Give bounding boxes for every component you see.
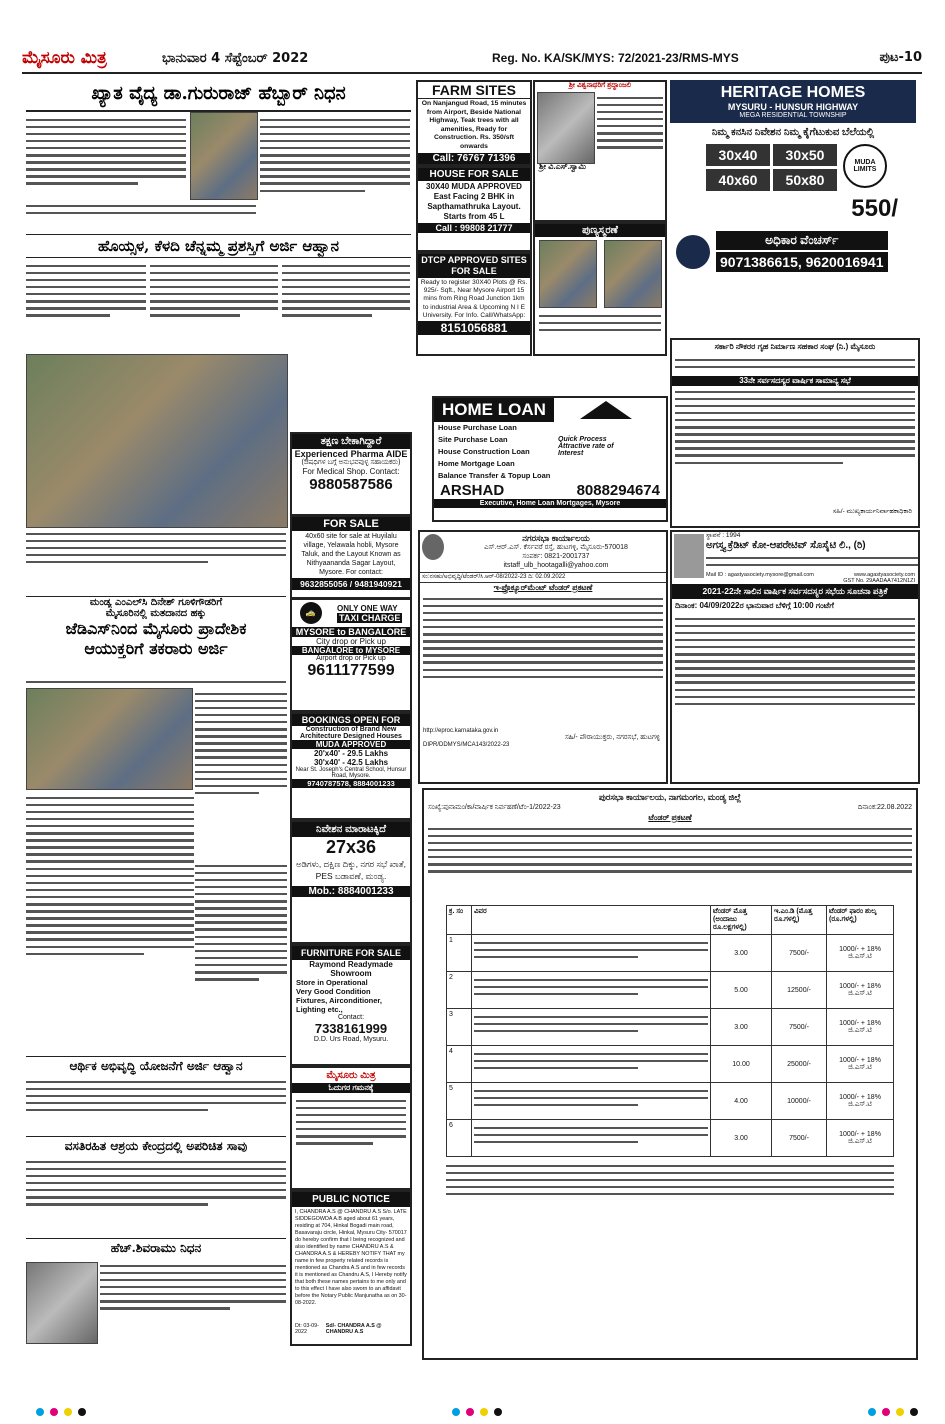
loan-agent-name: ARSHAD <box>440 482 505 499</box>
article-event-caption <box>26 528 286 588</box>
hutagalli-addr: ಎಸ್.ಆರ್.ಎಸ್. ಕೆರ್ಸವರೆ ರಸ್ತೆ, ಹುಟಗಳ್ಳಿ, ಮೈಸೂರು-570018 <box>484 544 628 551</box>
ad-house-title: HOUSE FOR SALE <box>418 168 530 181</box>
tender-row-amount: 3.00 <box>711 1120 772 1157</box>
photo-punya-1 <box>539 240 597 308</box>
ad-punya-title: ಪುಣ್ಯಸ್ಮರಣೆ <box>535 224 665 237</box>
naga-col-sl: ಕ್ರ. ಸಂ <box>447 906 472 935</box>
size-30x50: 30x50 <box>773 144 837 166</box>
page-number: ಪುಟ-10 <box>879 50 922 65</box>
ad-furniture-phone: 7338161999 <box>314 1021 388 1036</box>
table-row <box>447 1083 894 1120</box>
agastya-logo-icon <box>674 534 704 578</box>
tender-row-emd: 7500/- <box>772 1009 827 1046</box>
hutagalli-url: http://eproc.karnataka.gov.in <box>423 728 499 734</box>
ad-notice-title: PUBLIC NOTICE <box>292 1192 410 1207</box>
notice-housing-society <box>670 338 920 528</box>
tender-row-number: 4 <box>447 1046 472 1083</box>
article-award-col3 <box>282 260 410 350</box>
notice-agastya-society <box>670 530 920 784</box>
article-jds-col1 <box>195 688 287 858</box>
article-economic <box>26 1076 286 1134</box>
naga-col-amount: ಟೆಂಡರ್ ಮೊತ್ತ (ಅಂದಾಜು ರೂ.ಲಕ್ಷಗಳಲ್ಲಿ) <box>711 906 772 935</box>
ad-taxi-t2: TAXI CHARGE <box>338 612 401 623</box>
agastya-title: ಅಗಸ್ತ್ಯ ಕ್ರೆಡಿಟ್ ಕೋ-ಆಪರೇಟಿವ್ ಸೊಸೈಟಿ ಲಿ., (ರಿ) <box>706 540 866 551</box>
ad-taxi-phone: 9611177599 <box>307 662 395 679</box>
tender-row-amount: 10.00 <box>711 1046 772 1083</box>
ad-heritage-muda: MUDA LIMITS <box>843 144 887 188</box>
tender-row-number: 3 <box>447 1009 472 1046</box>
hutagalli-ref: ಸಂ:ನಸಹು/ಅಭಿವೃದ್ಧಿ/ಟೆಂಡರ್/ಸಿ.ಆರ್-08/2022-23 ದಿ: 02.09.2022 <box>420 572 666 583</box>
registration-dot-yellow <box>896 1408 904 1416</box>
registration-dot-black <box>78 1408 86 1416</box>
ad-forsale-title: FOR SALE <box>292 517 410 531</box>
ad-dtcp-call: 8151056881 <box>418 321 530 335</box>
ad-pharma-aide <box>290 432 412 516</box>
article-hebbar-col4 <box>26 200 256 230</box>
ad-furniture-addr: D.D. Urs Road, Mysuru. <box>313 1036 389 1043</box>
tender-row-description <box>472 935 711 972</box>
tender-row-fee: 1000/- + 18% ಜಿ.ಎಸ್.ಟಿ <box>827 1009 894 1046</box>
ad-dtcp-body: Ready to register 30X40 Plots @ Rs. 925/- Sqft., Near Mysore Airport 15 mins from Ring Road Junction 1km to industrial Area & Upcoming N I E University. For Info. Call/WhatsApp: <box>420 279 528 319</box>
tender-row-number: 1 <box>447 935 472 972</box>
ad-house-for-sale <box>416 166 532 252</box>
agastya-heading: 2021-22ನೇ ಸಾಲಿನ ವಾರ್ಷಿಕ ಸರ್ವಸದಸ್ಯರ ಸಭೆಯ ಸೂಚನಾ ಪತ್ರಿಕೆ <box>672 584 918 599</box>
article-jds-col2 <box>26 792 194 1052</box>
loan-item-2: Site Purchase Loan <box>438 435 508 444</box>
ad-bookings-muda: MUDA APPROVED <box>292 740 410 749</box>
ad-public-notice <box>290 1190 412 1346</box>
naga-col-fee: ಟೆಂಡರ್ ಫಾರಂ ಶುಲ್ಕ (ರೂ.ಗಳಲ್ಲಿ) <box>827 906 894 935</box>
ad-bookings <box>290 712 412 820</box>
ad-furniture-contact: Contact: <box>337 1014 365 1021</box>
print-registration-right <box>868 1408 918 1416</box>
ad-heritage-kn: ನಿಮ್ಮ ಕನಸಿನ ನಿವೇಶನ ನಿಮ್ಮ ಕೈಗೆಟುಕುವ ಬೆಲೆಯಲ್ಲಿ <box>711 127 875 138</box>
article-shivaramu <box>100 1260 286 1344</box>
registration-number: Reg. No. KA/SK/MYS: 72/2021-23/RMS-MYS <box>492 51 739 65</box>
ad-heritage-phone: 9071386615, 9620016941 <box>716 252 888 272</box>
ad-farm-title: FARM SITES <box>418 82 530 99</box>
loan-footer: Executive, Home Loan Mortgages, Mysore <box>434 499 666 508</box>
tender-row-emd: 7500/- <box>772 1120 827 1157</box>
naga-date: ದಿನಾಂಕ:22.08.2022 <box>857 804 912 811</box>
ad-dtcp-title: DTCP APPROVED SITES FOR SALE <box>418 254 530 278</box>
ad-bookings-phone: 9740787578, 8884001233 <box>292 779 410 788</box>
loan-item-5: Balance Transfer & Topup Loan <box>438 471 551 480</box>
naga-heading: ಟೆಂಡರ್ ಪ್ರಕಟಣೆ <box>648 813 692 822</box>
table-row <box>447 972 894 1009</box>
ad-site-phone: Mob.: 8884001233 <box>292 886 410 897</box>
ad-heritage-sub2: MEGA RESIDENTIAL TOWNSHIP <box>739 112 847 119</box>
ad-pharma-body: Experienced Pharma AIDE <box>294 449 408 459</box>
agastya-email: Mail ID : agastyasociety.mysore@gmail.com <box>706 572 814 578</box>
ad-taxi-t5: BANGALORE to MYSORE <box>292 646 410 655</box>
tender-row-description <box>472 1046 711 1083</box>
headline-jds-c: ಜೆಡಿಎಸ್‌ನಿಂದ ಮೈಸೂರು ಪ್ರಾದೇಶಿಕ <box>65 619 247 638</box>
registration-dot-cyan <box>36 1408 44 1416</box>
tender-row-amount: 5.00 <box>711 972 772 1009</box>
table-row <box>447 935 894 972</box>
ad-bookings-p2: 30'x40' - 42.5 Lakhs <box>313 758 389 767</box>
loan-item-4: Home Mortgage Loan <box>438 459 515 468</box>
photo-jds <box>26 688 193 790</box>
registration-dot-magenta <box>50 1408 58 1416</box>
ad-furniture-i2: Very Good Condition <box>296 987 371 996</box>
ad-forsale-phone: 9632855056 / 9481940921 <box>292 578 410 590</box>
registration-dot-cyan <box>868 1408 876 1416</box>
karnataka-emblem-icon <box>422 534 444 560</box>
tender-row-fee: 1000/- + 18% ಜಿ.ಎಸ್.ಟಿ <box>827 935 894 972</box>
headline-box-3 <box>26 596 286 657</box>
tender-row-number: 5 <box>447 1083 472 1120</box>
hutagalli-phone: ಸಂಪರ್ಕ: 0821-2001737 <box>522 553 590 560</box>
naga-col-desc: ವಿವರ <box>472 906 711 935</box>
ad-site-body: ಅಡಿಗಳು, ದಕ್ಷಿಣ ದಿಕ್ಕು, ನಗರ ಸಭೆ ಖಾತೆ, PES ಬಡಾವಣೆ, ಮಂಡ್ಯ. <box>296 859 406 881</box>
hutagalli-heading: ಇ-ಪ್ರೊಕ್ಯೂರ್‌ಮೆಂಟ್ ಟೆಂಡರ್ ಪ್ರಕಟಣೆ <box>493 583 593 592</box>
ad-bookings-p1: 20'x40' - 29.5 Lakhs <box>313 749 389 758</box>
ad-pharma-kn: (ಔಷಧಿಗಳ ಬಗ್ಗೆ ಅನುಭವವುಳ್ಳ ಸಹಾಯಕರು) <box>301 459 401 466</box>
tender-row-emd: 7500/- <box>772 935 827 972</box>
ad-pharma-line: For Medical Shop. Contact: <box>302 467 400 476</box>
ad-heritage-homes <box>670 80 916 328</box>
notice-nagamangala-tender <box>422 788 918 1360</box>
notice-hutagalli-tender <box>418 530 668 784</box>
headline-hebbar: ಖ್ಯಾತ ವೈದ್ಯ ಡಾ.ಗುರುರಾಜ್ ಹೆಬ್ಬಾರ್ ನಿಧನ <box>91 83 346 104</box>
ad-site-title: ನಿವೇಶನ ಮಾರಾಟಕ್ಕಿದೆ <box>292 822 410 837</box>
taxi-icon: 🚕 <box>300 602 322 624</box>
print-registration-center <box>452 1408 502 1416</box>
photo-hebbar <box>190 112 258 200</box>
ad-mitra-title: ಮೈಸೂರು ಮಿತ್ರ <box>326 1070 376 1081</box>
headline-shelter: ವಸತಿರಹಿತ ಆಶ್ರಯ ಕೇಂದ್ರದಲ್ಲಿ ಅಪರಿಚಿತ ಸಾವು <box>64 1139 248 1153</box>
table-row <box>447 1120 894 1157</box>
issue-date: ಭಾನುವಾರ 4 ಸೆಪ್ಟೆಂಬರ್ 2022 <box>162 51 309 66</box>
agastya-date: ದಿನಾಂಕ: 04/09/2022ರ ಭಾನುವಾರ ಬೆಳಿಗ್ಗೆ 10:00 ಗಂಟೆಗೆ <box>675 601 834 610</box>
ad-notice-body: I, CHANDRA A.S @ CHANDRU A.S S/o. LATE SIDDEGOWDA A.B aged about 61 years, residing at 704, Hinkal Bogadi main road, Basavaraju circle, Hinkal, Mysuru City- 570017 do hereby confirm that I being recognized and also identified by name CHANDRU A.S & CHANDRA A.S & HEREBY NOTIFY THAT my name in few property related records is mentioned as Chandra A.S and in few records it is mentioned as Chandru A.S, I Hereby notify that both these names pertains to me only and to this effect I have also sworn to an affidavit before the Notary Public Manjunatha as on 30-08-2022. <box>295 1209 407 1306</box>
registration-dot-yellow <box>480 1408 488 1416</box>
headline-box-2 <box>26 234 411 258</box>
ad-heritage-price: 550/ <box>851 195 898 222</box>
page-header <box>22 46 922 74</box>
tender-row-fee: 1000/- + 18% ಜಿ.ಎಸ್.ಟಿ <box>827 972 894 1009</box>
adhikara-logo-icon <box>676 235 710 269</box>
tender-row-description <box>472 1083 711 1120</box>
ad-home-loan <box>432 396 668 522</box>
table-row <box>447 1009 894 1046</box>
loan-quick: Quick Process <box>558 436 607 443</box>
ad-taxi-t3: MYSORE to BANGALORE <box>292 627 410 637</box>
ad-bookings-title: BOOKINGS OPEN FOR <box>292 714 410 726</box>
tender-row-fee: 1000/- + 18% ಜಿ.ಎಸ್.ಟಿ <box>827 1046 894 1083</box>
tender-row-emd: 25000/- <box>772 1046 827 1083</box>
article-jds-col3 <box>195 860 287 1050</box>
ad-furniture-i3: Fixtures, Airconditioner, Lighting etc., <box>296 996 382 1014</box>
headline-box-5 <box>26 1136 286 1155</box>
size-40x60: 40x60 <box>706 169 770 191</box>
ad-pharma-phone: 9880587586 <box>309 476 393 493</box>
society-sign: ಸಹಿ/- ಮುಖ್ಯಕಾರ್ಯನಿರ್ವಾಹಕಾಧಿಕಾರಿ <box>832 508 912 515</box>
tender-row-emd: 12500/- <box>772 972 827 1009</box>
tender-row-amount: 4.00 <box>711 1083 772 1120</box>
ad-heritage-sub: MYSURU - HUNSUR HIGHWAY <box>727 102 859 112</box>
photo-event-group <box>26 354 288 528</box>
ad-taxi-t6: Airport drop or Pick up <box>316 655 386 662</box>
ad-furniture-i1: Store in Operational <box>296 978 368 987</box>
ad-house-body: 30X40 MUDA APPROVED East Facing 2 BHK in Sapthamathruka Layout. Starts from 45 L <box>426 182 522 221</box>
hutagalli-sign: ಸಹಿ/- ಪೌರಾಯುಕ್ತರು, ನಗರಸಭೆ, ಹುಟಗಳ್ಳಿ <box>564 734 660 741</box>
registration-dot-black <box>910 1408 918 1416</box>
agastya-web: www.agastyasociety.com <box>853 572 915 578</box>
ad-dtcp-sites <box>416 252 532 356</box>
ad-bookings-sub: Construction of Brand New Architecture Designed Houses <box>300 726 402 740</box>
naga-col-emd: ಇ.ಎಂ.ಡಿ (ಮೊತ್ತ ರೂ.ಗಳಲ್ಲಿ) <box>772 906 827 935</box>
photo-shivaramu <box>26 1262 98 1344</box>
ad-site-size: 27x36 <box>325 837 377 857</box>
hutagalli-footer: DIPR/DDMYS/MCA143/2022-23 <box>423 742 510 748</box>
article-award-col2 <box>150 260 278 350</box>
society-heading: 33ನೇ ಸರ್ವಸದಸ್ಯರ ವಾರ್ಷಿಕ ಸಾಮಾನ್ಯ ಸಭೆ <box>672 376 918 386</box>
tender-row-amount: 3.00 <box>711 1009 772 1046</box>
hutagalli-title: ನಗರಸಭಾ ಕಾರ್ಯಾಲಯ <box>522 533 590 543</box>
ad-furniture <box>290 944 412 1066</box>
tender-row-description <box>472 1120 711 1157</box>
tender-row-fee: 1000/- + 18% ಜಿ.ಎಸ್.ಟಿ <box>827 1083 894 1120</box>
ad-taxi <box>290 598 412 712</box>
table-row <box>447 1046 894 1083</box>
masthead: ಮೈಸೂರು ಮಿತ್ರ <box>22 48 107 68</box>
article-award-col1 <box>26 260 146 350</box>
hutagalli-email: itstaff_ulb_hootagalli@yahoo.com <box>503 562 609 569</box>
ad-taxi-t4: City drop or Pick up <box>316 637 386 646</box>
ad-furniture-shop: Raymond Readymade Showroom <box>309 960 393 978</box>
photo-shraddha <box>537 92 595 164</box>
loan-rate: Attractive rate of Interest <box>558 443 614 457</box>
tender-row-description <box>472 1009 711 1046</box>
ad-heritage-title: HERITAGE HOMES <box>720 84 866 101</box>
ad-mitra-sub: ಓದುಗರ ಗಮನಕ್ಕೆ <box>292 1083 410 1093</box>
ad-shraddha-name: ಶ್ರೀ ವಿ.ಎಸ್.ಸ್ವಾಮಿ <box>539 162 586 171</box>
ad-mitra-notice <box>290 1066 412 1190</box>
ad-for-sale-site <box>290 515 412 599</box>
ad-shraddha-title: ಶ್ರೀ ವಿಶ್ವನಾಥರಿಗೆ ಶ್ರದ್ಧಾಂಜಲಿ <box>568 82 632 89</box>
size-30x40: 30x40 <box>706 144 770 166</box>
headline-shivaramu: ಹೆಚ್.ಶಿವರಾಮು ನಿಧನ <box>110 1241 202 1255</box>
tender-row-fee: 1000/- + 18% ಜಿ.ಎಸ್.ಟಿ <box>827 1120 894 1157</box>
registration-dot-magenta <box>466 1408 474 1416</box>
registration-dot-cyan <box>452 1408 460 1416</box>
ad-farm-body: On Nanjangud Road, 15 minutes from Airport, Beside National Highway, Teak trees with all amenities, Ready for Construction. Rs. 350/sft onwards <box>421 100 527 150</box>
photo-punya-2 <box>604 240 662 308</box>
ad-furniture-title: FURNITURE FOR SALE <box>292 946 410 960</box>
tender-row-emd: 10000/- <box>772 1083 827 1120</box>
article-shelter <box>26 1156 286 1236</box>
loan-item-3: House Construction Loan <box>438 447 530 456</box>
ad-forsale-body: 40x60 site for sale at Huyilalu village, Yelawala hobli, Mysore Taluk, and the Layout Known as Nithyaananda Sagar Layout, Mysore. For contact: <box>301 533 401 576</box>
print-registration-left <box>36 1408 86 1416</box>
ad-house-call: Call : 99808 21777 <box>418 223 530 233</box>
headline-box-6 <box>26 1238 286 1257</box>
loan-item-1: House Purchase Loan <box>438 423 517 432</box>
tender-row-description <box>472 972 711 1009</box>
agastya-est: ಸ್ಥಾಪನೆ : 1994 <box>706 532 741 539</box>
naga-title: ಪುರಸಭಾ ಕಾರ್ಯಾಲಯ, ನಾಗಮಂಗಲ, ಮಂಡ್ಯ ಜಿಲ್ಲೆ <box>598 792 742 802</box>
registration-dot-yellow <box>64 1408 72 1416</box>
ad-notice-sign: Sd/- CHANDRA A.S @ CHANDRU A.S <box>325 1323 382 1335</box>
registration-dot-magenta <box>882 1408 890 1416</box>
headline-jds-a: ಮಂಡ್ಯ ಎಂಎಲ್‌ಸಿ ದಿನೇಶ್ ಗೂಳಿಗೌಡರಿಗೆ <box>89 597 223 608</box>
ad-notice-date: Dt: 03-09-2022 <box>295 1323 319 1335</box>
ad-loan-title: HOME LOAN <box>434 398 554 422</box>
naga-tender-table <box>446 905 894 1157</box>
ad-shraddhanjali <box>533 80 667 222</box>
agastya-gst: GST No. 29AADAA7412N1ZI <box>843 578 915 584</box>
ad-site-mandya <box>290 820 412 944</box>
headline-jds-d: ಆಯುಕ್ತರಿಗೆ ತಕರಾರು ಅರ್ಜಿ <box>84 639 228 658</box>
society-title: ಸರ್ಕಾರಿ ನೌಕರರ ಗೃಹ ನಿರ್ಮಾಣ ಸಹಕಾರ ಸಂಘ (ನಿ.) ಮೈಸೂರು <box>714 342 876 351</box>
ad-farm-call: Call: 76767 71396 <box>418 153 530 164</box>
headline-box-1 <box>26 80 411 112</box>
headline-hoysala-award: ಹೊಯ್ಸಳ, ಕೆಳದಿ ಚೆನ್ನಮ್ಮ ಪ್ರಶಸ್ತಿಗೆ ಅರ್ಜಿ ಆಹ್ವಾನ <box>97 237 340 255</box>
tender-row-amount: 3.00 <box>711 935 772 972</box>
naga-ref: ಸಂಖ್ಯೆ:ಪುನಾಮಂ/ಕಾ/ವಾರ್ಷಿಕ ನಿರ್ವಹಣೆ/ಟೆಂ-1/2022-23 <box>428 804 561 811</box>
headline-box-4 <box>26 1056 286 1075</box>
ad-heritage-agent: ಅಧಿಕಾರ ವೆಂಚರ್ಸ್ <box>716 231 888 250</box>
ad-punyasmarane <box>533 222 667 356</box>
ad-pharma-title: ತಕ್ಷಣ ಬೇಕಾಗಿದ್ದಾರೆ <box>292 434 410 449</box>
ad-taxi-t1: ONLY ONE WAY <box>336 603 398 613</box>
ad-bookings-addr: Near St. Joseph's Central School, Hunsur Road, Mysore. <box>295 767 407 779</box>
headline-jds-b: ಮೈಸೂರಿನಲ್ಲಿ ಮತದಾನದ ಹಕ್ಕು <box>105 608 207 619</box>
article-hebbar-col2 <box>260 114 410 234</box>
tender-row-number: 2 <box>447 972 472 1009</box>
registration-dot-black <box>494 1408 502 1416</box>
headline-economic: ಆರ್ಥಿಕ ಅಭಿವೃದ್ಧಿ ಯೋಜನೆಗೆ ಅರ್ಜಿ ಆಹ್ವಾನ <box>69 1059 243 1073</box>
size-50x80: 50x80 <box>773 169 837 191</box>
article-jds-lede <box>26 676 286 686</box>
ad-farm-sites <box>416 80 532 166</box>
loan-phone: 8088294674 <box>576 482 660 499</box>
house-roof-icon <box>580 401 632 419</box>
tender-row-number: 6 <box>447 1120 472 1157</box>
